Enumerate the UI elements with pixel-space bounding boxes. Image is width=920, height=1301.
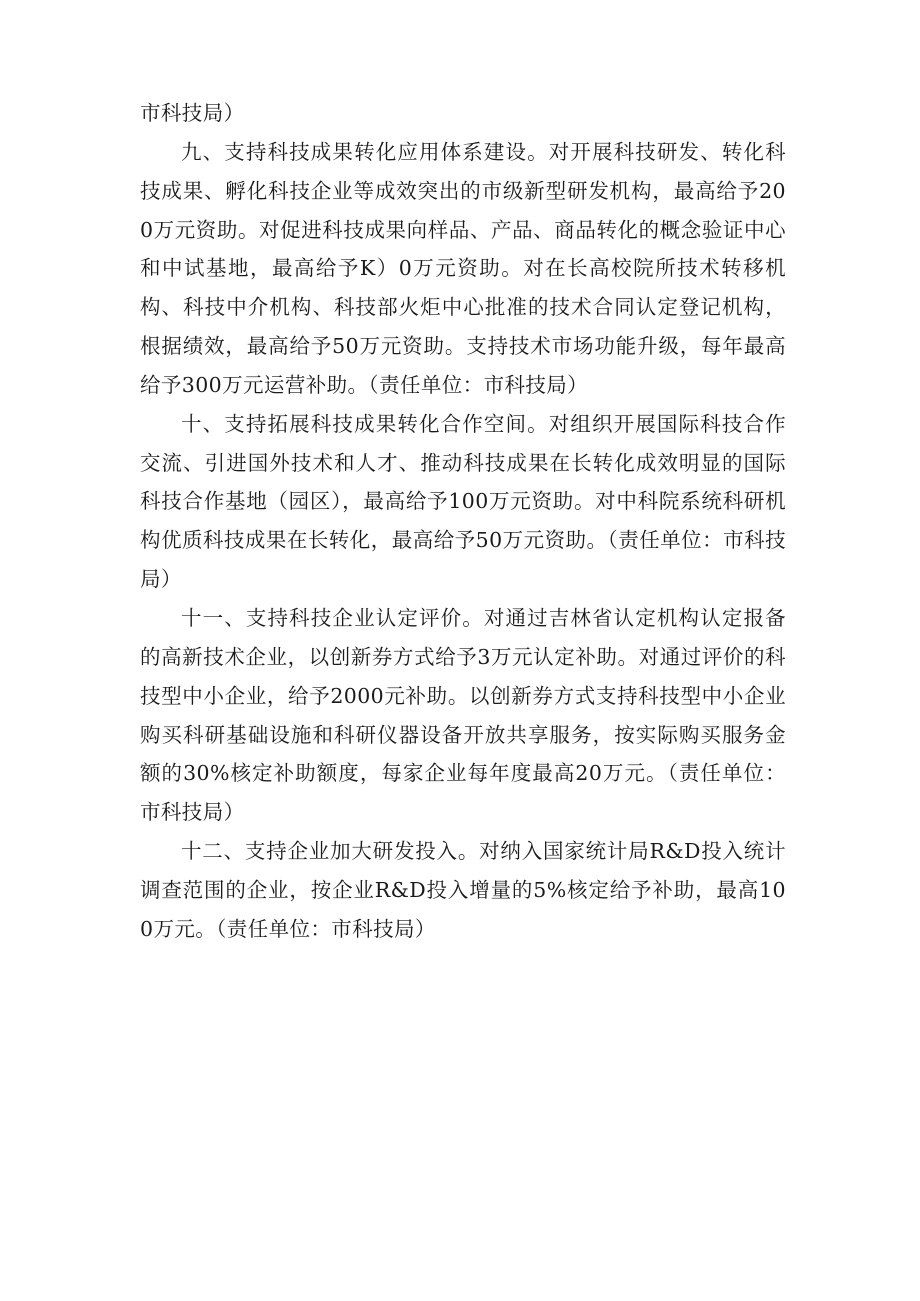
document-body [140, 94, 786, 949]
paragraph-item-11: 十一、支持科技企业认定评价。对通过吉林省认定机构认定报备的高新技术企业，以创新券方式给予3万元认定补助。对通过评价的科技型中小企业，给予2000元补助。以创新券方式支持科技型中小企业购买科研基础设施和科研仪器设备开放共享服务，按实际购买服务金额的30%核定补助额度，每家企业每年度最高20万元。（责任单位：市科技局） [140, 605, 786, 825]
paragraph-continuation: 市科技局） [140, 101, 245, 125]
paragraph-item-12: 十二、支持企业加大研发投入。对纳入国家统计局R&D投入统计调查范围的企业，按企业R&D投入增量的5%核定给予补助，最高100万元。（责任单位：市科技局） [140, 839, 786, 941]
paragraph-item-9: 九、支持科技成果转化应用体系建设。对开展科技研发、转化科技成果、孵化科技企业等成效突出的市级新型研发机构，最高给予200万元资助。对促进科技成果向样品、产品、商品转化的概念验证中心和中试基地，最高给予K）0万元资助。对在长高校院所技术转移机构、科技中介机构、科技部火炬中心批准的技术合同认定登记机构，根据绩效，最高给予50万元资助。支持技术市场功能升级，每年最高给予300万元运营补助。（责任单位：市科技局） [140, 139, 786, 397]
paragraph-item-10: 十、支持拓展科技成果转化合作空间。对组织开展国际科技合作交流、引进国外技术和人才、推动科技成果在长转化成效明显的国际科技合作基地（园区），最高给予100万元资助。对中科院系统科研机构优质科技成果在长转化，最高给予50万元资助。（责任单位：市科技局） [140, 411, 786, 592]
